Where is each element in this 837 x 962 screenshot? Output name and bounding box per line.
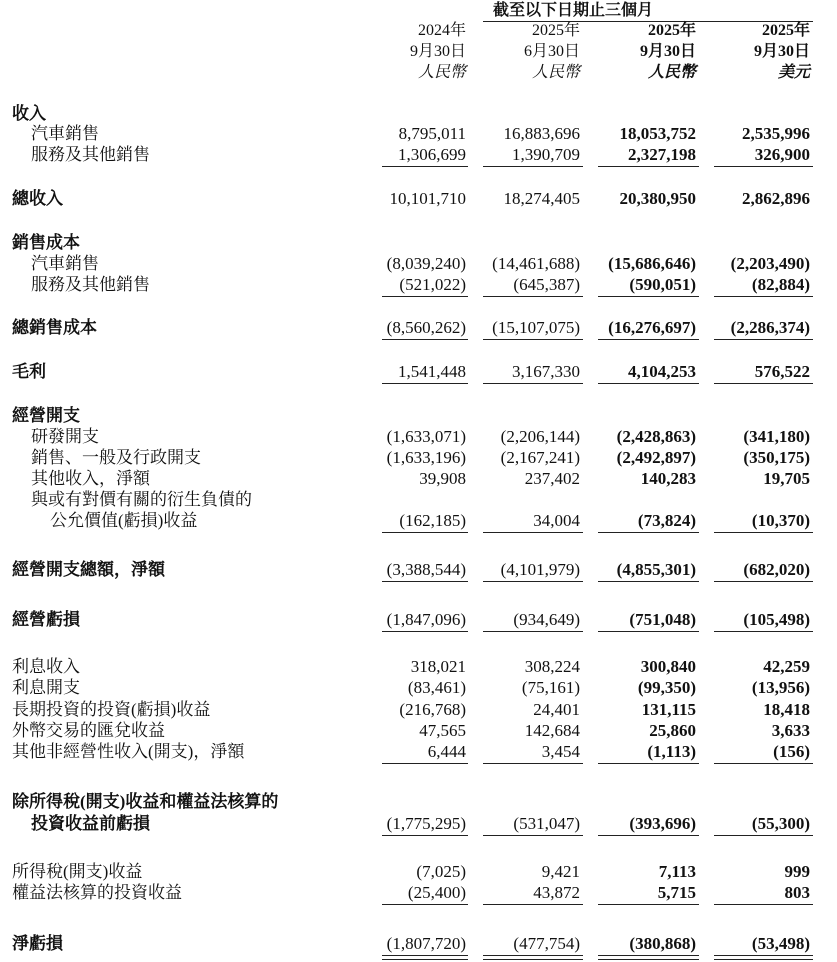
row-value: 318,021 [410, 657, 466, 676]
column-header-date: 9月30日 [409, 43, 466, 60]
row-value: (1,847,096) [386, 610, 466, 629]
row-label: 經營虧損 [12, 610, 80, 629]
row-value: 576,522 [754, 362, 810, 381]
row-value: 18,053,752 [619, 124, 696, 143]
row-value: (162,185) [399, 511, 466, 530]
subtotal-rule [382, 763, 468, 764]
row-value: (25,400) [407, 883, 466, 902]
row-value: (1,633,196) [386, 448, 466, 467]
column-header-currency: 人民幣 [531, 64, 580, 81]
row-value: 18,274,405 [503, 189, 580, 208]
row-value: 4,104,253 [628, 362, 696, 381]
column-header-year: 2025年 [761, 22, 810, 39]
double-underline [598, 955, 699, 960]
column-header-currency: 美元 [777, 64, 810, 81]
row-value: (10,370) [751, 511, 810, 530]
subtotal-rule [382, 581, 468, 582]
subtotal-rule [714, 532, 813, 533]
row-label: 汽車銷售 [31, 254, 99, 273]
row-label: 汽車銷售 [31, 124, 99, 143]
row-value: 43,872 [533, 883, 580, 902]
subtotal-rule [714, 631, 813, 632]
subtotal-rule [382, 383, 468, 384]
column-header-currency: 人民幣 [647, 64, 696, 81]
row-value: (13,956) [751, 678, 810, 697]
row-value: (2,206,144) [500, 427, 580, 446]
column-header-date: 9月30日 [639, 43, 696, 60]
row-value: (1,113) [647, 742, 696, 761]
row-value: 1,306,699 [398, 145, 466, 164]
row-label: 利息收入 [12, 657, 80, 676]
row-value: (341,180) [743, 427, 810, 446]
row-value: (55,300) [751, 814, 810, 833]
row-value: 142,684 [524, 721, 580, 740]
row-value: 20,380,950 [619, 189, 696, 208]
row-value: (350,175) [743, 448, 810, 467]
row-value: 39,908 [419, 469, 466, 488]
row-label: 經營開支 [12, 406, 80, 425]
row-value: (521,022) [399, 275, 466, 294]
row-value: (83,461) [407, 678, 466, 697]
row-value: 3,633 [771, 721, 810, 740]
row-value: (380,868) [629, 934, 696, 953]
row-value: (2,492,897) [616, 448, 696, 467]
row-label: 服務及其他銷售 [31, 145, 150, 164]
row-value: 24,401 [533, 700, 580, 719]
column-header-year: 2025年 [647, 22, 696, 39]
subtotal-rule [598, 581, 699, 582]
subtotal-rule [382, 532, 468, 533]
row-value: (216,768) [399, 700, 466, 719]
row-value: (82,884) [751, 275, 810, 294]
row-value: (15,107,075) [492, 318, 580, 337]
subtotal-rule [714, 835, 813, 836]
row-value: (99,350) [637, 678, 696, 697]
row-label: 權益法核算的投資收益 [12, 883, 182, 902]
row-value: (2,167,241) [500, 448, 580, 467]
row-value: 131,115 [641, 700, 696, 719]
row-label: 長期投資的投資(虧損)收益 [12, 700, 211, 719]
row-value: (2,286,374) [730, 318, 810, 337]
row-label: 研發開支 [31, 427, 99, 446]
row-value: (751,048) [629, 610, 696, 629]
subtotal-rule [483, 631, 583, 632]
subtotal-rule [598, 904, 699, 905]
row-value: (1,633,071) [386, 427, 466, 446]
row-value: (934,649) [513, 610, 580, 629]
subtotal-rule [483, 763, 583, 764]
row-value: 18,418 [763, 700, 810, 719]
subtotal-rule [598, 296, 699, 297]
subtotal-rule [598, 383, 699, 384]
row-value: 803 [784, 883, 810, 902]
row-value: (7,025) [416, 862, 466, 881]
row-value: 3,167,330 [512, 362, 580, 381]
row-value: 9,421 [541, 862, 580, 881]
column-header-year: 2024年 [417, 22, 466, 39]
row-value: (16,276,697) [608, 318, 696, 337]
row-value: (73,824) [637, 511, 696, 530]
row-value: (2,428,863) [616, 427, 696, 446]
column-header-currency: 人民幣 [417, 64, 466, 81]
row-label: 外幣交易的匯兌收益 [12, 721, 165, 740]
subtotal-rule [714, 339, 813, 340]
subtotal-rule [598, 631, 699, 632]
subtotal-rule [483, 835, 583, 836]
row-value: 7,113 [658, 862, 696, 881]
row-value: 19,705 [763, 469, 810, 488]
row-value: 16,883,696 [503, 124, 580, 143]
row-label: 總收入 [12, 189, 63, 208]
row-label: 利息開支 [12, 678, 80, 697]
row-value: 1,541,448 [398, 362, 466, 381]
row-value: 2,535,996 [742, 124, 810, 143]
subtotal-rule [483, 904, 583, 905]
row-label: 除所得稅(開支)收益和權益法核算的 [12, 792, 279, 811]
subtotal-rule [483, 532, 583, 533]
subtotal-rule [714, 166, 813, 167]
row-value: (14,461,688) [492, 254, 580, 273]
column-header-date: 9月30日 [753, 43, 810, 60]
row-value: (156) [773, 742, 810, 761]
row-label: 收入 [12, 104, 46, 123]
subtotal-rule [382, 904, 468, 905]
row-value: 3,454 [541, 742, 580, 761]
row-label: 總銷售成本 [12, 318, 97, 337]
subtotal-rule [483, 296, 583, 297]
double-underline [714, 955, 813, 960]
row-label: 其他非經營性收入(開支)，淨額 [12, 742, 245, 761]
row-value: (75,161) [521, 678, 580, 697]
subtotal-rule [382, 835, 468, 836]
row-label: 其他收入，淨額 [31, 469, 150, 488]
row-label: 銷售、一般及行政開支 [31, 448, 201, 467]
row-value: (105,498) [743, 610, 810, 629]
subtotal-rule [382, 296, 468, 297]
row-value: 999 [784, 862, 810, 881]
row-label: 服務及其他銷售 [31, 275, 150, 294]
row-value: (590,051) [629, 275, 696, 294]
double-underline [382, 955, 468, 960]
row-value: 42,259 [763, 657, 810, 676]
subtotal-rule [382, 631, 468, 632]
row-label: 銷售成本 [12, 233, 80, 252]
row-value: 25,860 [649, 721, 696, 740]
subtotal-rule [382, 166, 468, 167]
row-value: (53,498) [751, 934, 810, 953]
row-value: 10,101,710 [389, 189, 466, 208]
row-value: (477,754) [513, 934, 580, 953]
row-value: (8,560,262) [386, 318, 466, 337]
row-value: 308,224 [524, 657, 580, 676]
row-value: 5,715 [657, 883, 696, 902]
row-label: 所得稅(開支)收益 [12, 862, 143, 881]
row-value: 237,402 [524, 469, 580, 488]
row-value: 34,004 [533, 511, 580, 530]
row-value: (393,696) [629, 814, 696, 833]
row-value: (4,855,301) [616, 560, 696, 579]
row-value: (645,387) [513, 275, 580, 294]
subtotal-rule [598, 166, 699, 167]
row-value: (1,775,295) [386, 814, 466, 833]
row-value: (8,039,240) [386, 254, 466, 273]
row-value: (531,047) [513, 814, 580, 833]
row-label: 經營開支總額，淨額 [12, 560, 165, 579]
subtotal-rule [483, 166, 583, 167]
row-value: 1,390,709 [512, 145, 580, 164]
row-label: 公允價值(虧損)收益 [50, 511, 198, 530]
row-value: 2,327,198 [628, 145, 696, 164]
row-value: 140,283 [640, 469, 696, 488]
subtotal-rule [483, 339, 583, 340]
row-value: 326,900 [754, 145, 810, 164]
row-value: 47,565 [419, 721, 466, 740]
subtotal-rule [598, 763, 699, 764]
row-label: 與或有對價有關的衍生負債的 [31, 490, 252, 509]
row-value: 8,795,011 [398, 124, 466, 143]
row-label: 淨虧損 [12, 934, 63, 953]
subtotal-rule [714, 904, 813, 905]
column-header-date: 6月30日 [523, 43, 580, 60]
row-label: 毛利 [12, 362, 46, 381]
row-value: (682,020) [743, 560, 810, 579]
subtotal-rule [598, 339, 699, 340]
subtotal-rule [598, 835, 699, 836]
row-label: 投資收益前虧損 [31, 814, 150, 833]
row-value: (3,388,544) [386, 560, 466, 579]
subtotal-rule [598, 532, 699, 533]
row-value: 2,862,896 [742, 189, 810, 208]
subtotal-rule [714, 581, 813, 582]
double-underline [483, 955, 583, 960]
subtotal-rule [483, 383, 583, 384]
row-value: 6,444 [427, 742, 466, 761]
subtotal-rule [714, 383, 813, 384]
row-value: (15,686,646) [608, 254, 696, 273]
row-value: 300,840 [640, 657, 696, 676]
row-value: (4,101,979) [500, 560, 580, 579]
subtotal-rule [483, 581, 583, 582]
row-value: (1,807,720) [386, 934, 466, 953]
subtotal-rule [382, 339, 468, 340]
period-header: 截至以下日期止三個月 [493, 2, 654, 19]
row-value: (2,203,490) [730, 254, 810, 273]
column-header-year: 2025年 [531, 22, 580, 39]
subtotal-rule [714, 763, 813, 764]
subtotal-rule [714, 296, 813, 297]
